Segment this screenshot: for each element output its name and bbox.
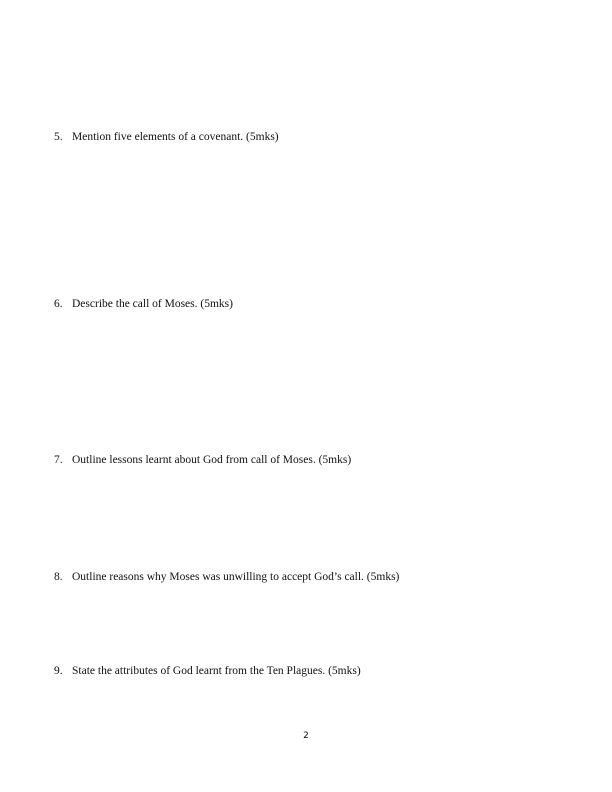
page-number: 2	[303, 731, 309, 741]
question-5	[54, 130, 279, 144]
question-text: Mention five elements of a covenant. (5mks)	[72, 131, 279, 143]
question-number: 5.	[54, 131, 63, 143]
question-text: Outline lessons learnt about God from call of Moses. (5mks)	[72, 454, 352, 466]
question-number: 8.	[54, 571, 63, 583]
question-number: 6.	[54, 298, 63, 310]
question-7	[54, 453, 351, 467]
question-9	[54, 664, 361, 678]
question-6	[54, 297, 233, 311]
question-text: Outline reasons why Moses was unwilling to accept God’s call. (5mks)	[72, 571, 400, 583]
question-text: State the attributes of God learnt from the Ten Plagues. (5mks)	[72, 665, 361, 677]
question-8	[54, 570, 399, 584]
question-text: Describe the call of Moses. (5mks)	[72, 298, 233, 310]
question-number: 9.	[54, 665, 63, 677]
question-number: 7.	[54, 454, 63, 466]
